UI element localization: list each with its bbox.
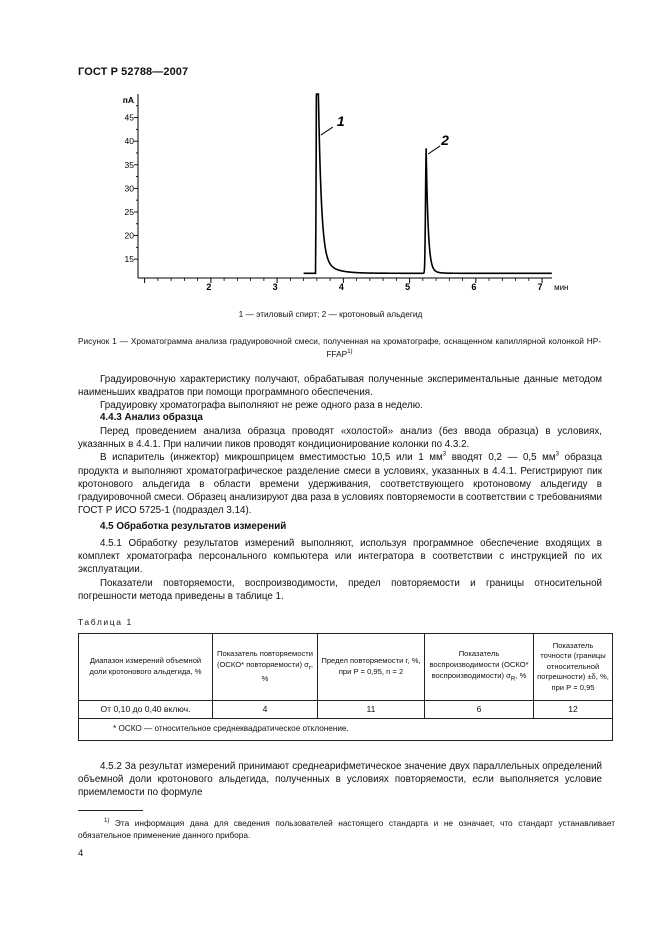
y-tick-label: 40 bbox=[124, 136, 134, 147]
peak-2-leader bbox=[428, 146, 440, 154]
y-tick-label: 20 bbox=[124, 230, 134, 241]
table-header-row bbox=[79, 634, 613, 701]
superscript: 3 bbox=[555, 452, 560, 459]
paragraph-text: Показатели повторяемости, воспроизводимости, предел повторяемости и границы относительной погрешности метода приведены в таблице 1. bbox=[78, 577, 602, 602]
paragraph-text: Перед проведением анализа образца проводят «холостой» анализ (без ввода образца) в условиях, указанных в 4.4.1. При наличии пиков проводят кондиционирование колонки по 4.3.2. bbox=[78, 426, 602, 451]
peak-1-leader bbox=[321, 127, 333, 135]
paragraph-text: Градуировочную характеристику получают, обрабатывая полученные экспериментальные данные методом наименьших квадратов при помощи программного обеспечения. bbox=[78, 374, 602, 399]
text-run: образца продукта и выполняют хроматографическое разделение смеси в условиях, указанных в 4.4.1. Регистрируют пик кротонового альдегида в области времени удерживания, соответствующего кротоновому альдегиду в градуировочной смеси. Образец анализируют два раза в условиях повторяемости в соответствии с требованиями ГОСТ Р ИСО 5725-1 (подраздел 3.14). bbox=[78, 452, 603, 517]
table-header-cell: Предел повторяемости r, %, при P = 0,95, n = 2 bbox=[318, 634, 425, 701]
x-tick-label: 7 bbox=[537, 282, 543, 292]
section-heading-4-4-3: 4.4.3 Анализ образца bbox=[100, 412, 203, 423]
x-tick-label: 4 bbox=[338, 282, 344, 292]
table-row bbox=[79, 701, 613, 719]
table-header-cell: Диапазон измерений объемной доли кротонового альдегида, % bbox=[79, 634, 213, 701]
paragraph-injection bbox=[78, 451, 602, 517]
text-run: В испаритель (инжектор) микрошприцем вместимостью 10,5 или 1 мм bbox=[100, 452, 443, 464]
accuracy-table bbox=[78, 633, 613, 741]
footnote-text: Эта информация дана для сведения пользователей настоящего стандарта и не означает, что стандарт устанавливает обязательное применение данного прибора. bbox=[78, 818, 615, 840]
table-note: * ОСКО — относительное среднеквадратическое отклонение. bbox=[79, 719, 613, 741]
paragraph-text: 4.5.2 За результат измерений принимают среднеарифметическое значение двух параллельных определений объемной доли кротонового альдегида, полученных в условиях повторяемости, если выполняется условие приемлемости по формуле bbox=[78, 761, 602, 799]
peak-1-label: 1 bbox=[336, 113, 345, 130]
page-number: 4 bbox=[78, 848, 84, 859]
y-tick-label: 30 bbox=[124, 183, 134, 194]
document-header: ГОСТ Р 52788—2007 bbox=[78, 66, 189, 78]
figure-caption-footnote-mark: 1) bbox=[347, 349, 353, 356]
table-cell: 12 bbox=[534, 701, 613, 719]
text-run: вводят 0,2 — 0,5 мм bbox=[446, 452, 556, 464]
table-cell: 6 bbox=[425, 701, 534, 719]
x-tick-label: 6 bbox=[471, 282, 477, 292]
x-tick-label: 5 bbox=[405, 282, 411, 292]
y-tick-label: 45 bbox=[124, 112, 134, 123]
paragraph-result bbox=[78, 760, 602, 800]
table-header-cell: Показатель повторяемости (ОСКО* повторяемости) $\sigma_r$, % bbox=[213, 634, 318, 701]
figure-caption-text: Рисунок 1 — Хроматограмма анализа градуировочной смеси, полученная на хроматографе, оснащенном капиллярной колонкой HP-FFAP bbox=[78, 336, 601, 359]
y-tick-label: 15 bbox=[124, 254, 134, 265]
paragraph-calibration bbox=[78, 373, 602, 413]
peak-2-label: 2 bbox=[441, 131, 449, 148]
footnote-mark: 1) bbox=[104, 818, 110, 825]
y-tick-label: 25 bbox=[124, 206, 134, 217]
x-axis-label: мин bbox=[554, 283, 569, 292]
table-cell: 4 bbox=[213, 701, 318, 719]
figure-caption bbox=[78, 335, 601, 361]
x-tick-label: 3 bbox=[272, 282, 278, 292]
superscript: 3 bbox=[442, 452, 447, 459]
table-header-cell: Показатель точности (границы относительной погрешности) ±δ, %, при P = 0,95 bbox=[534, 634, 613, 701]
paragraph-text: 4.5.1 Обработку результатов измерений выполняют, используя программное обеспечение входящих в комплект хроматографа персонального компьютера или интегратора в соответствии с инструкцией по их эксплуатации. bbox=[78, 538, 602, 576]
y-unit-label: пА bbox=[122, 95, 134, 105]
y-tick-label: 35 bbox=[124, 159, 134, 170]
table-caption: Таблица 1 bbox=[78, 617, 133, 627]
section-heading-4-5: 4.5 Обработка результатов измерений bbox=[100, 521, 287, 532]
table-cell: 11 bbox=[318, 701, 425, 719]
footnote bbox=[78, 817, 615, 841]
footnote-divider bbox=[78, 810, 143, 811]
paragraph-text: Градуировку хроматографа выполняют не реже одного раза в неделю. bbox=[100, 400, 423, 412]
paragraph-processing bbox=[78, 537, 602, 603]
figure-legend: 1 — этиловый спирт; 2 — кротоновый альдегид bbox=[238, 309, 423, 319]
table-header-cell: Показатель воспроизводимости (ОСКО* воспроизводимости) $\sigma_R$, % bbox=[425, 634, 534, 701]
x-tick-label: 2 bbox=[206, 282, 212, 292]
table-note-row bbox=[79, 719, 613, 741]
paragraph-sample-analysis bbox=[78, 425, 602, 517]
table-cell: От 0,10 до 0,40 включ. bbox=[79, 701, 213, 719]
chromatogram-chart bbox=[110, 88, 569, 298]
